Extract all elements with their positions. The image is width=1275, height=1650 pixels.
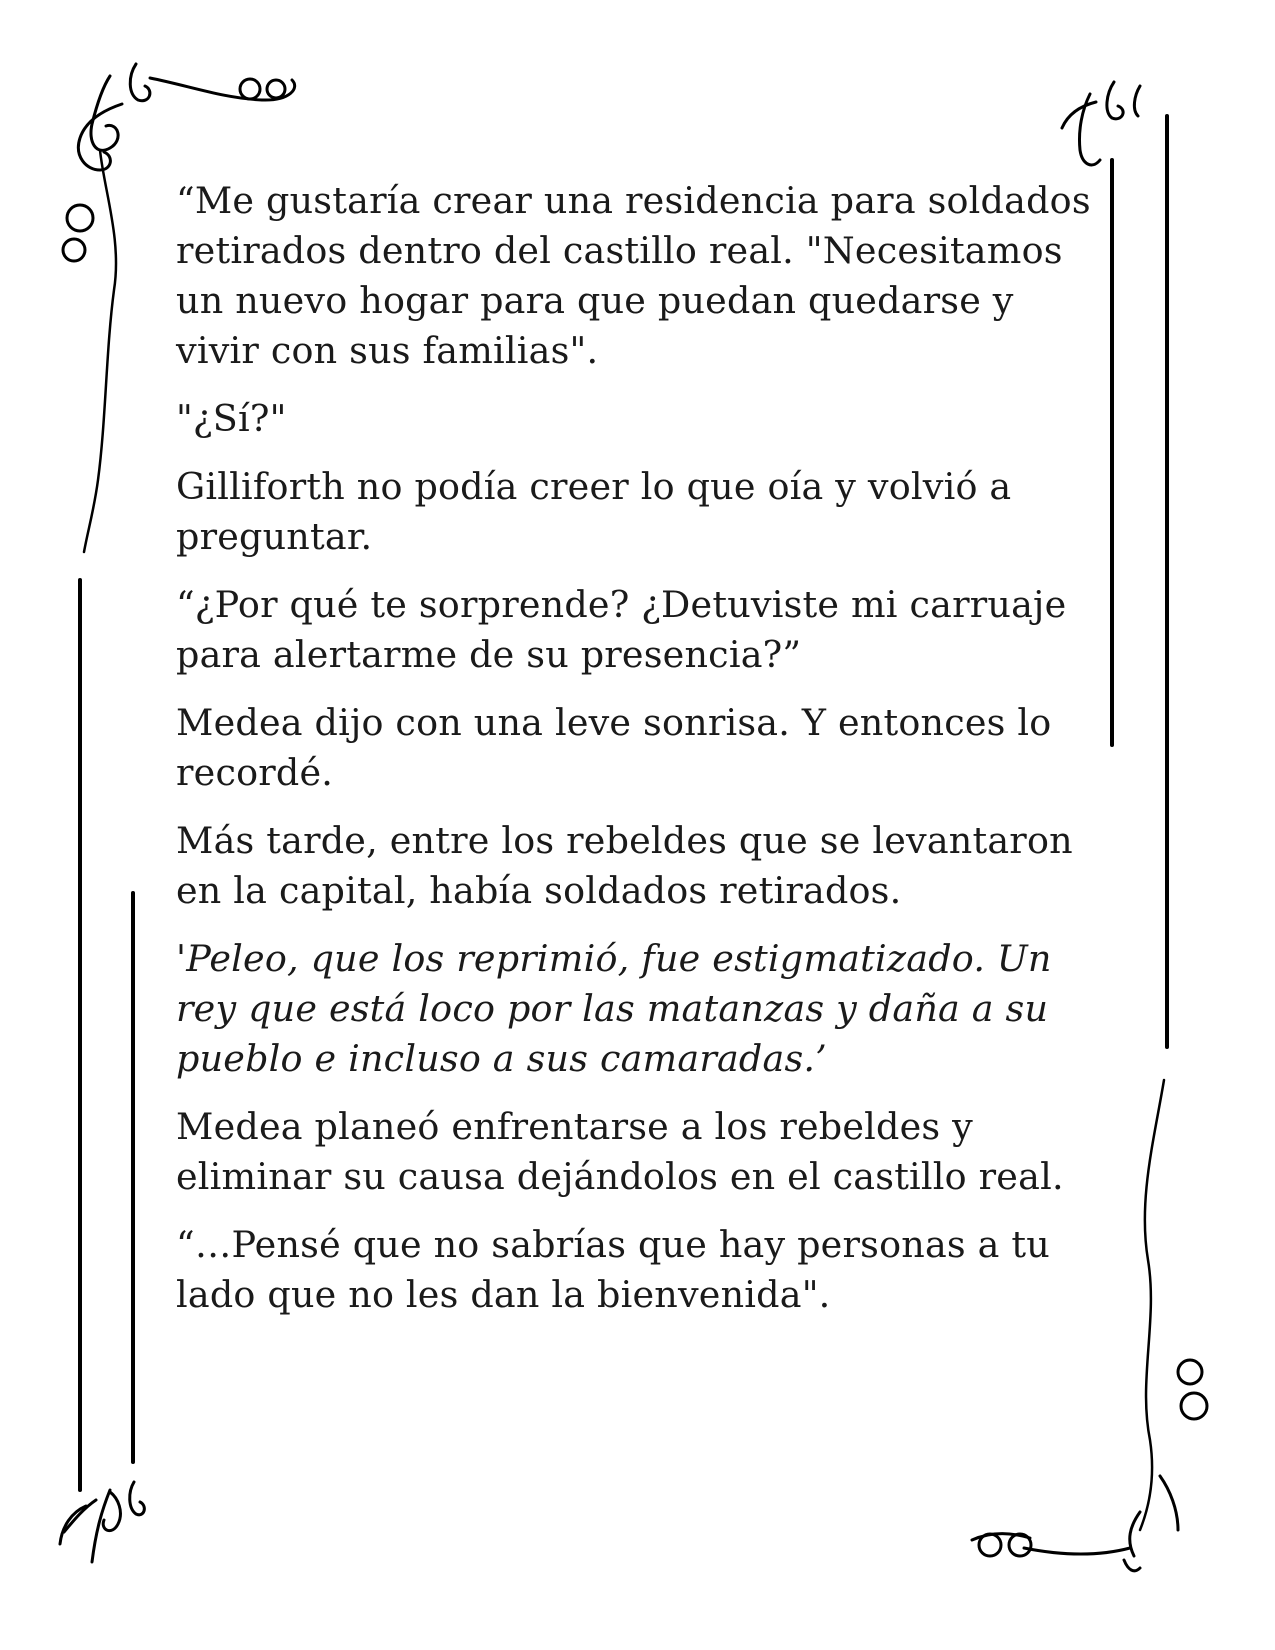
paragraph-1: “Me gustaría crear una residencia para soldados retirados dentro del castillo real. "Necesitamos un nuevo hogar para que puedan quedarse y vivir con sus familias". bbox=[176, 179, 1091, 372]
paragraph-4: “¿Por qué te sorprende? ¿Detuviste mi carruaje para alertarme de su presencia?” bbox=[176, 583, 1067, 676]
paragraph-2: "¿Sí?" bbox=[176, 397, 287, 440]
paragraph-7-italic: 'Peleo, que los reprimió, fue estigmatizado. Un rey que está loco por las matanzas y daña a su pueblo e incluso a sus camaradas.’ bbox=[176, 937, 1052, 1080]
paragraph-8: Medea planeó enfrentarse a los rebeldes y eliminar su causa dejándolos en el castillo real. bbox=[176, 1105, 1064, 1198]
paragraph-5: Medea dijo con una leve sonrisa. Y entonces lo recordé. bbox=[176, 701, 1052, 794]
paragraph-3: Gilliforth no podía creer lo que oía y volvió a preguntar. bbox=[176, 465, 1012, 558]
flourish-top-right-icon bbox=[1062, 82, 1140, 165]
paragraph-9: “…Pensé que no sabrías que hay personas a tu lado que no les dan la bienvenida". bbox=[176, 1223, 1050, 1316]
page-body bbox=[176, 176, 1106, 1338]
paragraph-6: Más tarde, entre los rebeldes que se levantaron en la capital, había soldados retirados. bbox=[176, 819, 1073, 912]
flourish-bottom-left-icon bbox=[60, 1482, 144, 1562]
